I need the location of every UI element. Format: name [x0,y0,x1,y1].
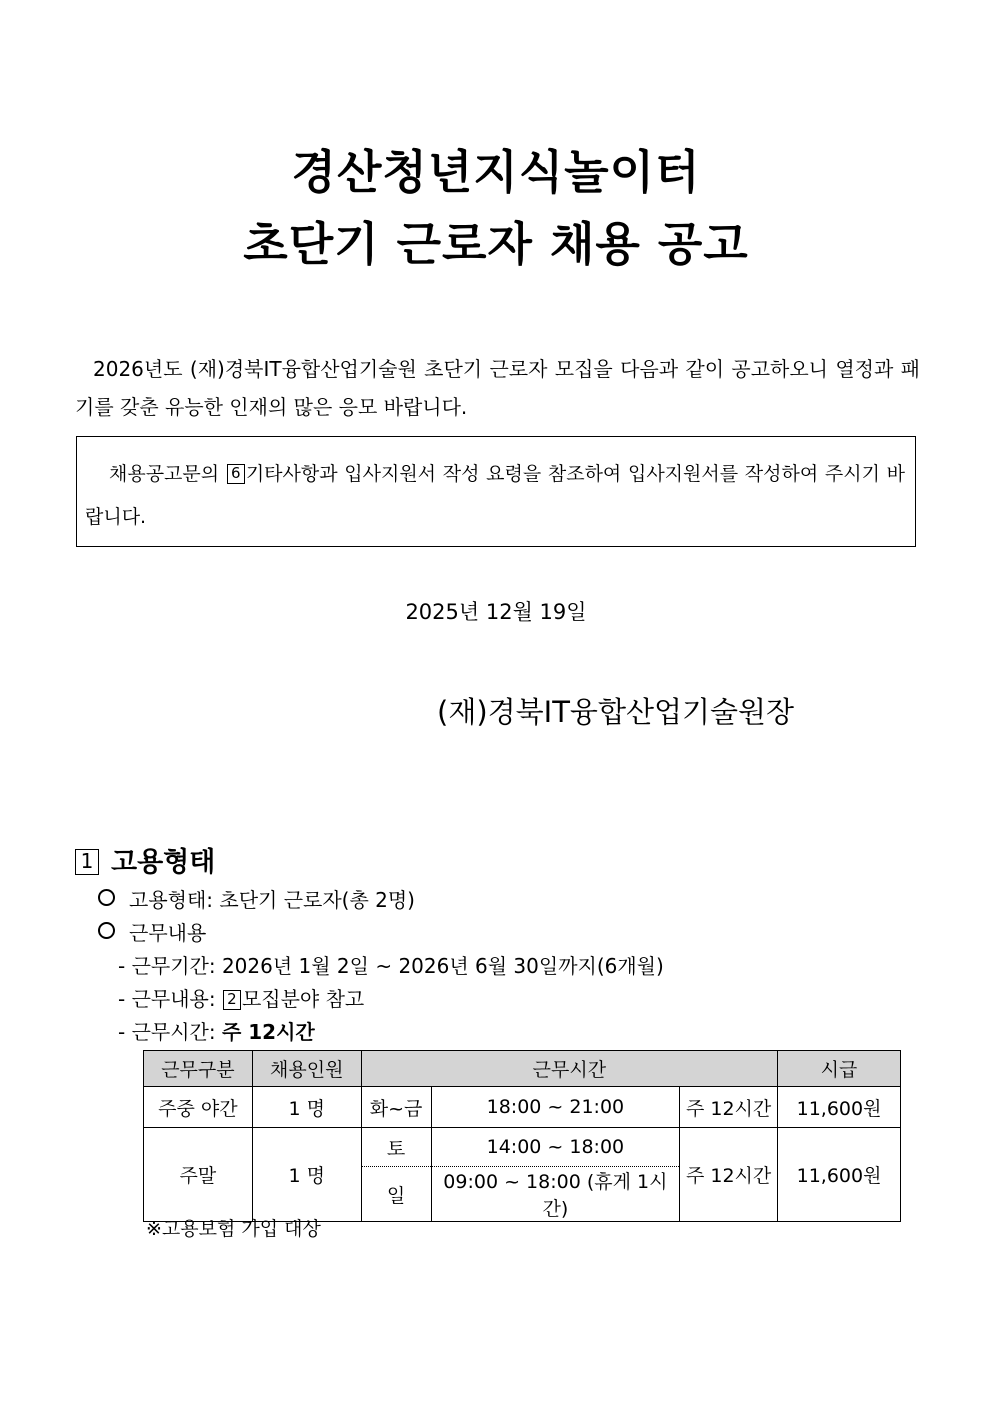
notice-ref-number: 6 [227,464,245,484]
issuer-name: (재)경북IT융합산업기술원장 [437,695,795,729]
announcement-date: 2025년 12월 19일 [405,600,587,624]
header-headcount: 채용인원 [252,1051,361,1087]
notice-text-after: 기타사항과 입사지원서 작성 요령을 참조하여 입사지원서를 작성하여 주시기 바랍니다. [85,463,905,528]
circle-bullet-icon [98,922,115,939]
title-line-1: 경산청년지식놀이터 [291,145,701,199]
intro-paragraph [75,350,920,426]
notice-text-before: 채용공고문의 [109,463,226,485]
cell-weekday-wage: 11,600원 [778,1087,901,1128]
duty-ref-number: 2 [223,990,241,1010]
section-1-title: 고용형태 [111,847,216,878]
header-work-hours: 근무시간 [361,1051,777,1087]
cell-weekday-count: 1 명 [252,1087,361,1128]
dash-work-duty-text: 모집분야 참고 [241,987,365,1011]
header-work-type: 근무구분 [144,1051,253,1087]
schedule-table [143,1050,901,1222]
header-hourly-wage: 시급 [778,1051,901,1087]
cell-weekend-count: 1 명 [252,1128,361,1222]
cell-weekend-wage: 11,600원 [778,1128,901,1222]
cell-weekday-type: 주중 야간 [144,1087,253,1128]
dash-work-hours [118,1016,315,1045]
intro-text: 2026년도 (재)경북IT융합산업기술원 초단기 근로자 모집을 다음과 같이 공고하오니 열정과 패기를 갖춘 유능한 인재의 많은 응모 바랍니다. [75,357,920,419]
circle-bullet-icon [98,889,115,906]
cell-weekend-weekly: 주 12시간 [680,1128,778,1222]
dash-work-duty-label: - 근무내용: [118,987,222,1011]
section-1-number: 1 [75,849,99,875]
cell-weekday-time: 18:00 ~ 21:00 [431,1087,680,1128]
dash-work-hours-label: - 근무시간: [118,1020,222,1044]
cell-sat-time: 14:00 ~ 18:00 [431,1128,680,1167]
notice-box [76,436,916,547]
dash-work-hours-value: 주 12시간 [221,1020,315,1044]
bullet-employment-type [98,884,415,913]
footnote: ※고용보험 가입 대상 [146,1218,321,1240]
cell-sun-day: 일 [361,1167,431,1222]
dash-work-duty [118,983,364,1012]
dash-work-period: - 근무기간: 2026년 1월 2일 ~ 2026년 6월 30일까지(6개월) [118,954,664,978]
bullet-work-content-text: 근무내용 [129,921,207,945]
table-row [144,1128,901,1167]
cell-weekday-days: 화~금 [361,1087,431,1128]
cell-sun-time: 09:00 ~ 18:00 (휴게 1시간) [431,1167,680,1222]
title-line-2: 초단기 근로자 채용 공고 [243,217,749,271]
table-header-row [144,1051,901,1087]
bullet-employment-type-text: 고용형태: 초단기 근로자(총 2명) [129,888,415,912]
cell-sat-day: 토 [361,1128,431,1167]
section-1-heading [74,840,215,879]
cell-weekday-weekly: 주 12시간 [680,1087,778,1128]
cell-weekend-type: 주말 [144,1128,253,1222]
bullet-work-content [98,917,206,946]
table-row [144,1087,901,1128]
